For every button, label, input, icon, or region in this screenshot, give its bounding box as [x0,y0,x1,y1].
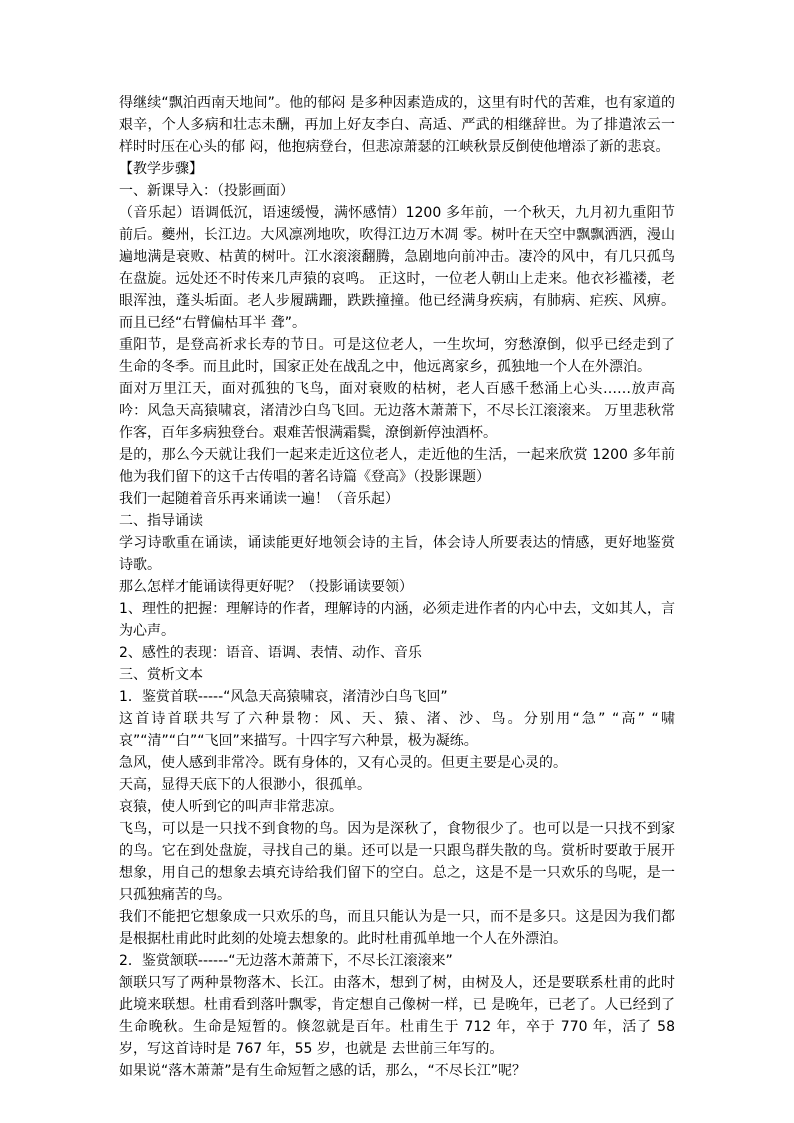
paragraph-poem-recital: 面对万里江天，面对孤独的飞鸟，面对衰败的枯树，老人百感千愁涌上心头……放声高吟：风急天高猿啸哀，渚清沙白鸟飞回。无边落木萧萧下，不尽长江滚滚来。 万里悲秋常作客，百年多病独登台。艰难苦恨满霜鬓，潦倒新停浊酒杯。 [119,381,675,441]
narration-paragraph: （音乐起）语调低沉，语速缓慢，满怀感情）1200 多年前，一个秋天，九月初九重阳节前后。夔州，长江边。大风凛冽地吹，吹得江边万木凋 零。树叶在天空中飘飘洒洒，漫山遍地满是衰败、枯黄的树叶。江水滚滚翻腾，急剧地向前冲击。凄冷的风中，有几只孤鸟在盘旋。远处还不时传来几声猿的哀鸣。 正这时，一位老人朝山上走来。他衣衫褴褛，老眼浑浊，蓬头垢面。老人步履蹒跚，跌跌撞撞。他已经满身疾病，有肺病、疟疾、风痹。而且已经“右臂偏枯耳半 聋”。 [119,205,675,331]
paragraph-bird-single: 我们不能把它想象成一只欢乐的鸟，而且只能认为是一只，而不是多只。这是因为我们都是根据杜甫此时此刻的处境去想象的。此时杜甫孤单地一个人在外漂泊。 [119,909,675,947]
paragraph-endless-river: 如果说“落木萧萧”是有生命短暂之感的话，那么，“不尽长江”呢？ [119,1063,527,1079]
paragraph-bird: 飞鸟，可以是一只找不到食物的鸟。因为是深秋了，食物很少了。也可以是一只找不到家的鸟。它在到处盘旋，寻找自己的巢。还可以是一只跟鸟群失散的鸟。赏析时要敢于展开想象，用自己的想象去填充诗给我们留下的空白。总之，这是不是一只欢乐的鸟呢，是一只孤独痛苦的鸟。 [119,821,675,903]
paragraph-reading-importance: 学习诗歌重在诵读，诵读能更好地领会诗的主旨，体会诗人所要表达的情感，更好地鉴赏诗歌。 [119,535,675,573]
paragraph-read-along: 我们一起随着音乐再来诵读一遍！（音乐起） [119,491,399,507]
list-item-emotional: 2、感性的表现：语音、语调、表情、动作、音乐 [119,645,422,661]
section-heading-text-analysis: 三、赏析文本 [119,667,203,683]
intro-paragraph: 得继续“飘泊西南天地间”。他的郁闷 是多种因素造成的，这里有时代的苦难，也有家道的艰辛，个人多病和壮志未酬，再加上好友李白、高适、严武的相继辞世。为了排遣浓云一样时时压在心头的郁 闷，他抱病登台，但悲凉萧瑟的江峡秋景反倒使他增添了新的悲哀。 [119,95,675,155]
paragraph-sky: 天高，显得天底下的人很渺小，很孤单。 [119,777,371,793]
paragraph-introduce-poem: 是的，那么今天就让我们一起来走近这位老人，走近他的生活，一起来欣赏 1200 多年前他为我们留下的这千古传唱的著名诗篇《登高》（投影课题） [119,447,675,485]
paragraph-wind: 急风，使人感到非常冷。既有身体的，又有心灵的。但更主要是心灵的。 [119,755,567,771]
document-page [119,92,675,1082]
section-heading-teaching-steps: 【教学步骤】 [119,161,203,177]
section-heading-reading-guide: 二、指导诵读 [119,513,203,529]
paragraph-six-scenes: 这首诗首联共写了六种景物：风、天、猿、渚、沙、鸟。分别用“急” “高” “啸 哀”“清”“白”“飞回”来描写。十四字写六种景，极为凝练。 [119,711,675,749]
subheading-second-couplet: 2．鉴赏颔联------“无边落木萧萧下，不尽长江滚滚来” [119,953,453,969]
paragraph-ape: 哀猿，使人听到它的叫声非常悲凉。 [119,799,343,815]
paragraph-reading-how: 那么怎样才能诵读得更好呢？（投影诵读要领） [119,579,413,595]
paragraph-double-ninth: 重阳节，是登高祈求长寿的节日。可是这位老人，一生坎坷，穷愁潦倒，似乎已经走到了生命的冬季。而且此时，国家正处在战乱之中，他远离家乡，孤独地一个人在外漂泊。 [119,337,675,375]
subheading-first-couplet: 1．鉴赏首联-----“风急天高猿啸哀，渚清沙白鸟飞回” [119,689,448,705]
section-heading-new-lesson: 一、新课导入：（投影画面） [119,183,294,199]
paragraph-falling-leaves: 颔联只写了两种景物落木、长江。由落木，想到了树，由树及人，还是要联系杜甫的此时此境来联想。杜甫看到落叶飘零，肯定想自己像树一样，已 是晚年，已老了。人已经到了生命晚秋。生命是短暂的。倏忽就是百年。杜甫生于 712 年，卒于 770 年，活了 58 岁，写这首诗时是 767 年，55 岁，也就是 去世前三年写的。 [119,975,675,1057]
list-item-rational: 1、理性的把握：理解诗的作者，理解诗的内涵，必须走进作者的内心中去，文如其人，言为心声。 [119,601,675,639]
